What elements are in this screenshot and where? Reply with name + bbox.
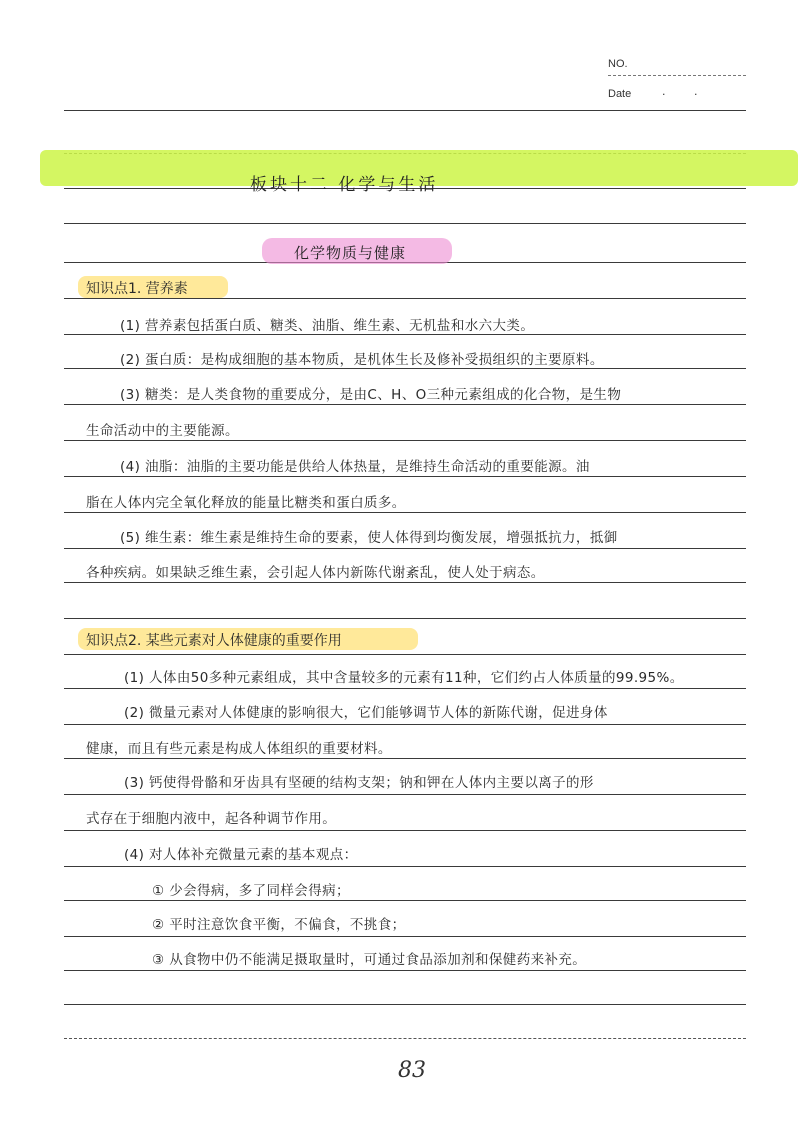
text-line: ③ 从食物中仍不能满足摄取量时，可通过食品添加剂和保健药来补充。 [152, 952, 587, 968]
date-separator: · [694, 88, 698, 101]
no-line [608, 75, 746, 76]
text-line: 式存在于细胞内液中，起各种调节作用。 [86, 811, 337, 827]
text-line: 健康，而且有些元素是构成人体组织的重要材料。 [86, 741, 392, 757]
text-line: ② 平时注意饮食平衡，不偏食，不挑食； [152, 917, 406, 933]
text-line: (5) 维生素：维生素是维持生命的要素，使人体得到均衡发展，增强抵抗力，抵御 [120, 530, 618, 546]
date-separator: · [662, 88, 666, 101]
no-label: NO. [608, 58, 628, 70]
text-line: (1) 营养素包括蛋白质、糖类、油脂、维生素、无机盐和水六大类。 [120, 318, 535, 334]
text-line: (2) 微量元素对人体健康的影响很大，它们能够调节人体的新陈代谢，促进身体 [124, 705, 608, 721]
text-line: (4) 油脂：油脂的主要功能是供给人体热量，是维持生命活动的重要能源。油 [120, 459, 590, 475]
page-number: 83 [398, 1058, 426, 1083]
section-subtitle: 化学物质与健康 [294, 244, 407, 262]
text-line: (3) 糖类：是人类食物的重要成分，是由C、H、O三种元素组成的化合物，是生物 [120, 387, 622, 403]
text-line: (4) 对人体补充微量元素的基本观点： [124, 847, 358, 863]
text-line: (1) 人体由50多种元素组成，其中含量较多的元素有11种，它们约占人体质量的99.95%。 [124, 670, 684, 686]
knowledge-point-2-heading: 知识点2. 某些元素对人体健康的重要作用 [86, 633, 342, 649]
text-line: ① 少会得病，多了同样会得病； [152, 883, 350, 899]
text-line: (2) 蛋白质：是构成细胞的基本物质，是机体生长及修补受损组织的主要原料。 [120, 352, 604, 368]
knowledge-point-1-heading: 知识点1. 营养素 [86, 281, 188, 297]
date-label: Date [608, 88, 632, 100]
text-line: 生命活动中的主要能源。 [86, 423, 239, 439]
text-line: (3) 钙使得骨骼和牙齿具有坚硬的结构支架；钠和钾在人体内主要以离子的形 [124, 775, 594, 791]
text-line: 脂在人体内完全氧化释放的能量比糖类和蛋白质多。 [86, 495, 406, 511]
page-title: 板块十二 化学与生活 [250, 175, 439, 195]
text-line: 各种疾病。如果缺乏维生素，会引起人体内新陈代谢紊乱，使人处于病态。 [86, 565, 545, 581]
